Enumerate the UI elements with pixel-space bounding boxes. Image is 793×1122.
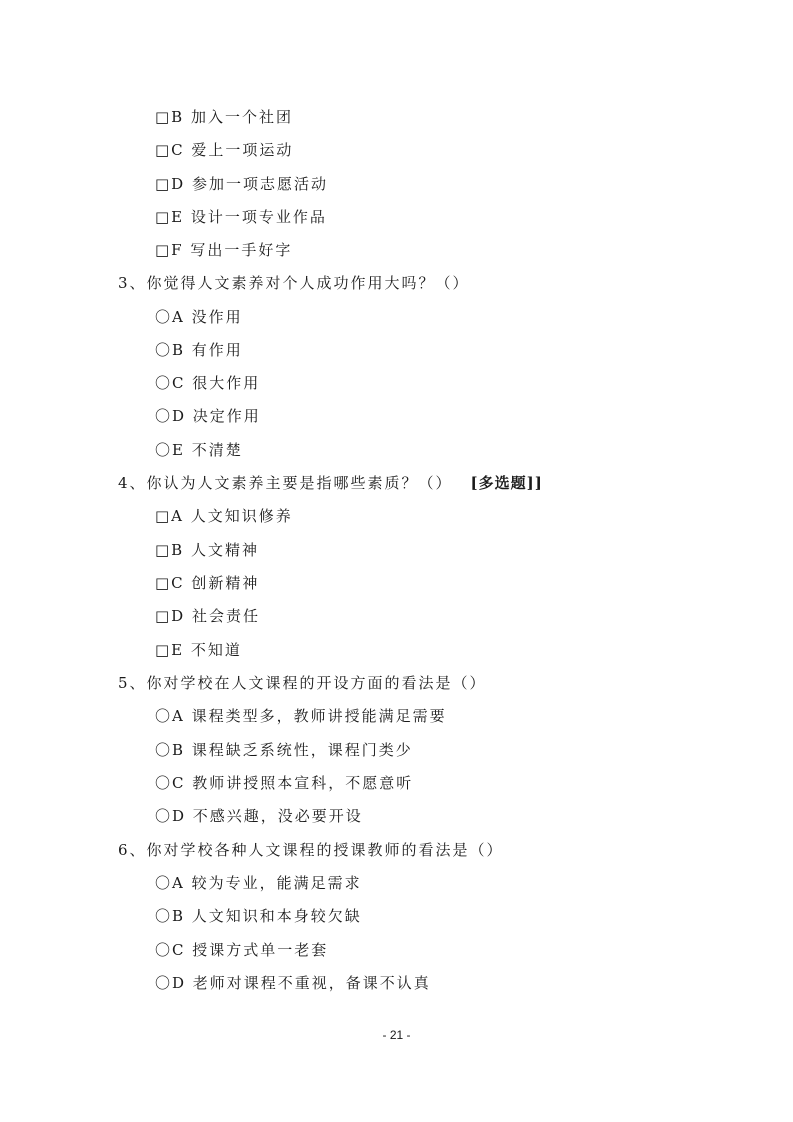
option-q3-e: 〇E 不清楚 [155,441,243,459]
option-q4-b: □B 人文精神 [155,541,259,559]
option-q2-b: □B 加入一个社团 [155,108,293,126]
option-q6-a: 〇A 较为专业，能满足需求 [155,874,362,892]
question-4-text: 4、你认为人文素养主要是指哪些素质？（） [118,474,453,492]
option-q2-f: □F 写出一手好字 [155,241,293,259]
option-q2-e: □E 设计一项专业作品 [155,208,327,226]
option-q5-d: 〇D 不感兴趣，没必要开设 [155,807,363,825]
option-q4-d: □D 社会责任 [155,607,260,625]
option-q6-d: 〇D 老师对课程不重视，备课不认真 [155,974,431,992]
question-3: 3、你觉得人文素养对个人成功作用大吗？（） [118,274,470,292]
option-q6-b: 〇B 人文知识和本身较欠缺 [155,907,362,925]
option-q3-b: 〇B 有作用 [155,341,243,359]
option-q3-a: 〇A 没作用 [155,308,243,326]
question-5: 5、你对学校在人文课程的开设方面的看法是（） [118,674,487,692]
option-q3-c: 〇C 很大作用 [155,374,261,392]
option-q6-c: 〇C 授课方式单一老套 [155,941,329,959]
option-q4-a: □A 人文知识修养 [155,507,293,525]
page-number: - 21 - [382,1028,411,1042]
question-6: 6、你对学校各种人文课程的授课教师的看法是（） [118,841,504,859]
option-q4-e: □E 不知道 [155,641,242,659]
option-q3-d: 〇D 决定作用 [155,407,261,425]
option-q4-c: □C 创新精神 [155,574,260,592]
option-q5-c: 〇C 教师讲授照本宣科，不愿意听 [155,774,414,792]
option-q2-c: □C 爱上一项运动 [155,141,294,159]
option-q5-b: 〇B 课程缺乏系统性，课程门类少 [155,741,413,759]
multi-select-tag: [多选题]] [470,474,543,492]
question-4 [118,473,543,493]
option-q2-d: □D 参加一项志愿活动 [155,175,328,193]
option-q5-a: 〇A 课程类型多，教师讲授能满足需要 [155,707,447,725]
